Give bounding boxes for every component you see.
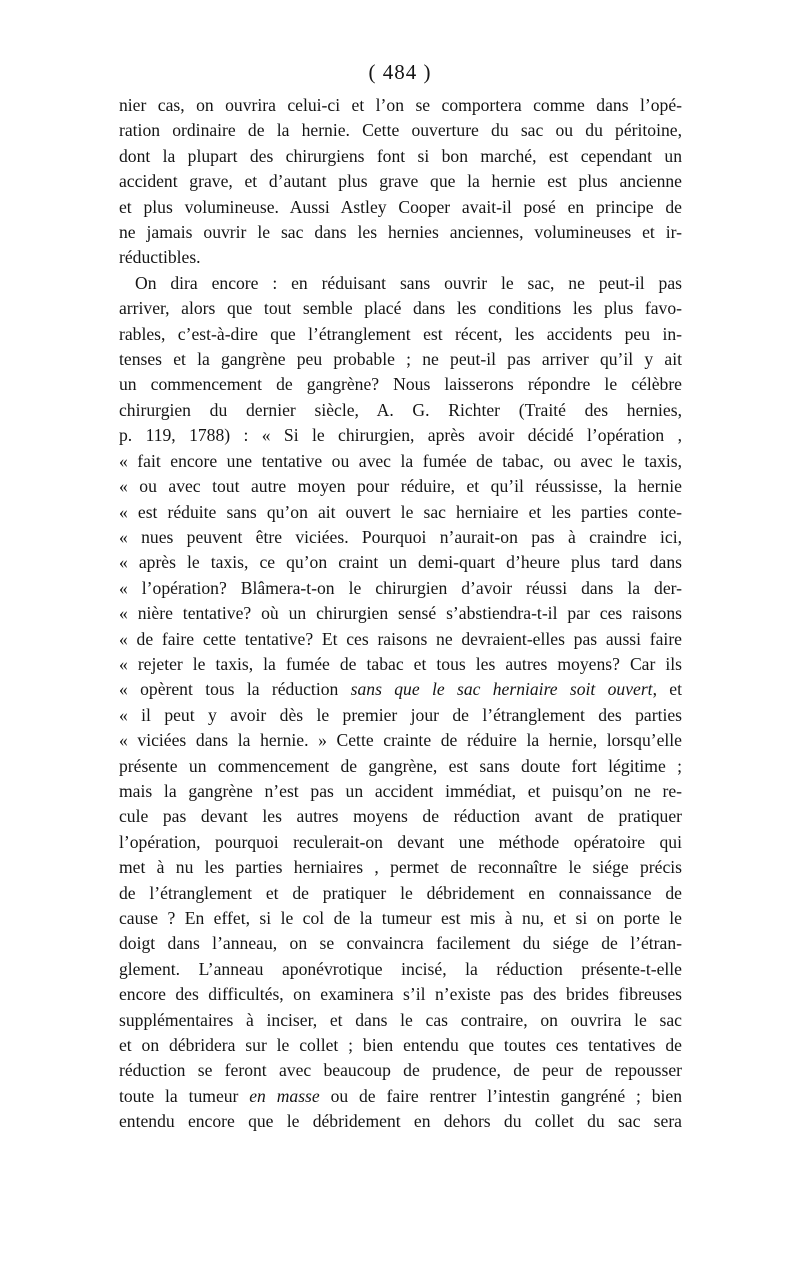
text-line: réduction se feront avec beaucoup de prudence, de peur de repousser — [119, 1060, 682, 1081]
text-line: entendu encore que le débridement en dehors du collet du sac sera — [119, 1111, 682, 1132]
text-line: p. 119, 1788) : « Si le chirurgien, après avoir décidé l’opération , — [119, 425, 682, 446]
text-line: cause ? En effet, si le col de la tumeur est mis à nu, et si on porte le — [119, 908, 682, 928]
text-line: accident grave, et d’autant plus grave que la hernie est plus ancienne — [119, 171, 682, 192]
text-line: ration ordinaire de la hernie. Cette ouverture du sac ou du péritoine, — [119, 120, 682, 141]
text-line — [119, 677, 682, 702]
text-line: On dira encore : en réduisant sans ouvrir le sac, ne peut-il pas — [135, 272, 682, 293]
text-line: de l’étranglement et de pratiquer le débridement en connaissance de — [119, 882, 682, 903]
text-line: doigt dans l’anneau, on se convaincra facilement du siége de l’étran- — [119, 933, 682, 954]
text-line: supplémentaires à inciser, et dans le cas contraire, on ouvrira le sac — [119, 1009, 682, 1030]
text-line: « fait encore une tentative ou avec la fumée de tabac, ou avec le taxis, — [119, 450, 682, 471]
italic-segment: en masse — [249, 1085, 320, 1106]
text-line: glement. L’anneau aponévrotique incisé, la réduction présente-t-elle — [119, 958, 682, 979]
text-line: ne jamais ouvrir le sac dans les hernies anciennes, volumineuses et ir- — [119, 222, 682, 243]
text-line: l’opération, pourquoi reculerait-on devant une méthode opératoire qui — [119, 831, 682, 852]
text-line: présente un commencement de gangrène, est sans doute fort légitime ; — [119, 755, 682, 776]
text-line: chirurgien du dernier siècle, A. G. Richter (Traité des hernies, — [119, 399, 682, 420]
text-line — [119, 1084, 682, 1109]
text-line: nier cas, on ouvrira celui-ci et l’on se comportera comme dans l’opé- — [119, 95, 682, 115]
text-line: et on débridera sur le collet ; bien entendu que toutes ces tentatives de — [119, 1035, 682, 1056]
text-segment: « opèrent tous la réduction — [119, 679, 351, 700]
text-line: et plus volumineuse. Aussi Astley Cooper avait-il posé en principe de — [119, 196, 682, 217]
text-line: rables, c’est-à-dire que l’étranglement est récent, les accidents peu in- — [119, 323, 682, 344]
text-segment: ou de faire rentrer l’intestin gangréné ; bien — [319, 1085, 682, 1106]
text-segment: toute la tumeur — [119, 1085, 250, 1106]
body-text — [119, 93, 682, 1135]
text-line: « l’opération? Blâmera-t-on le chirurgien d’avoir réussi dans la der- — [119, 577, 682, 598]
text-line: réductibles. — [119, 247, 201, 268]
text-line: « viciées dans la hernie. » Cette crainte de réduire la hernie, lorsqu’elle — [119, 730, 682, 751]
text-line: « après le taxis, ce qu’on craint un demi-quart d’heure plus tard dans — [119, 552, 682, 573]
text-line: cule pas devant les autres moyens de réduction avant de pratiquer — [119, 806, 682, 827]
text-line: « est réduite sans qu’on ait ouvert le sac herniaire et les parties conte- — [119, 501, 682, 522]
text-line: un commencement de gangrène? Nous laisserons répondre le célèbre — [119, 374, 682, 395]
italic-segment: sans que le sac herniaire soit ouvert — [350, 679, 653, 700]
text-line: « il peut y avoir dès le premier jour de l’étranglement des parties — [119, 704, 682, 725]
page-number: ( 484 ) — [368, 60, 432, 84]
text-line: tenses et la gangrène peu probable ; ne peut-il pas arriver qu’il y ait — [119, 349, 682, 370]
text-line: « nues peuvent être viciées. Pourquoi n’aurait-on pas à craindre ici, — [119, 526, 682, 547]
text-line: « nière tentative? où un chirurgien sensé s’abstiendra-t-il par ces raisons — [119, 603, 682, 624]
text-line: met à nu les parties herniaires , permet de reconnaître le siége précis — [119, 857, 682, 878]
text-segment: , et — [652, 679, 682, 700]
text-line: mais la gangrène n’est pas un accident immédiat, et puisqu’on ne re- — [119, 780, 682, 801]
text-line: « ou avec tout autre moyen pour réduire, et qu’il réussisse, la hernie — [119, 476, 682, 497]
text-line: « rejeter le taxis, la fumée de tabac et tous les autres moyens? Car ils — [119, 653, 682, 674]
text-line: arriver, alors que tout semble placé dans les conditions les plus favo- — [119, 298, 682, 319]
text-line: encore des difficultés, on examinera s’il n’existe pas des brides fibreuses — [119, 984, 682, 1005]
text-line: dont la plupart des chirurgiens font si bon marché, est cependant un — [119, 145, 682, 166]
text-line: « de faire cette tentative? Et ces raisons ne devraient-elles pas aussi faire — [119, 628, 682, 649]
